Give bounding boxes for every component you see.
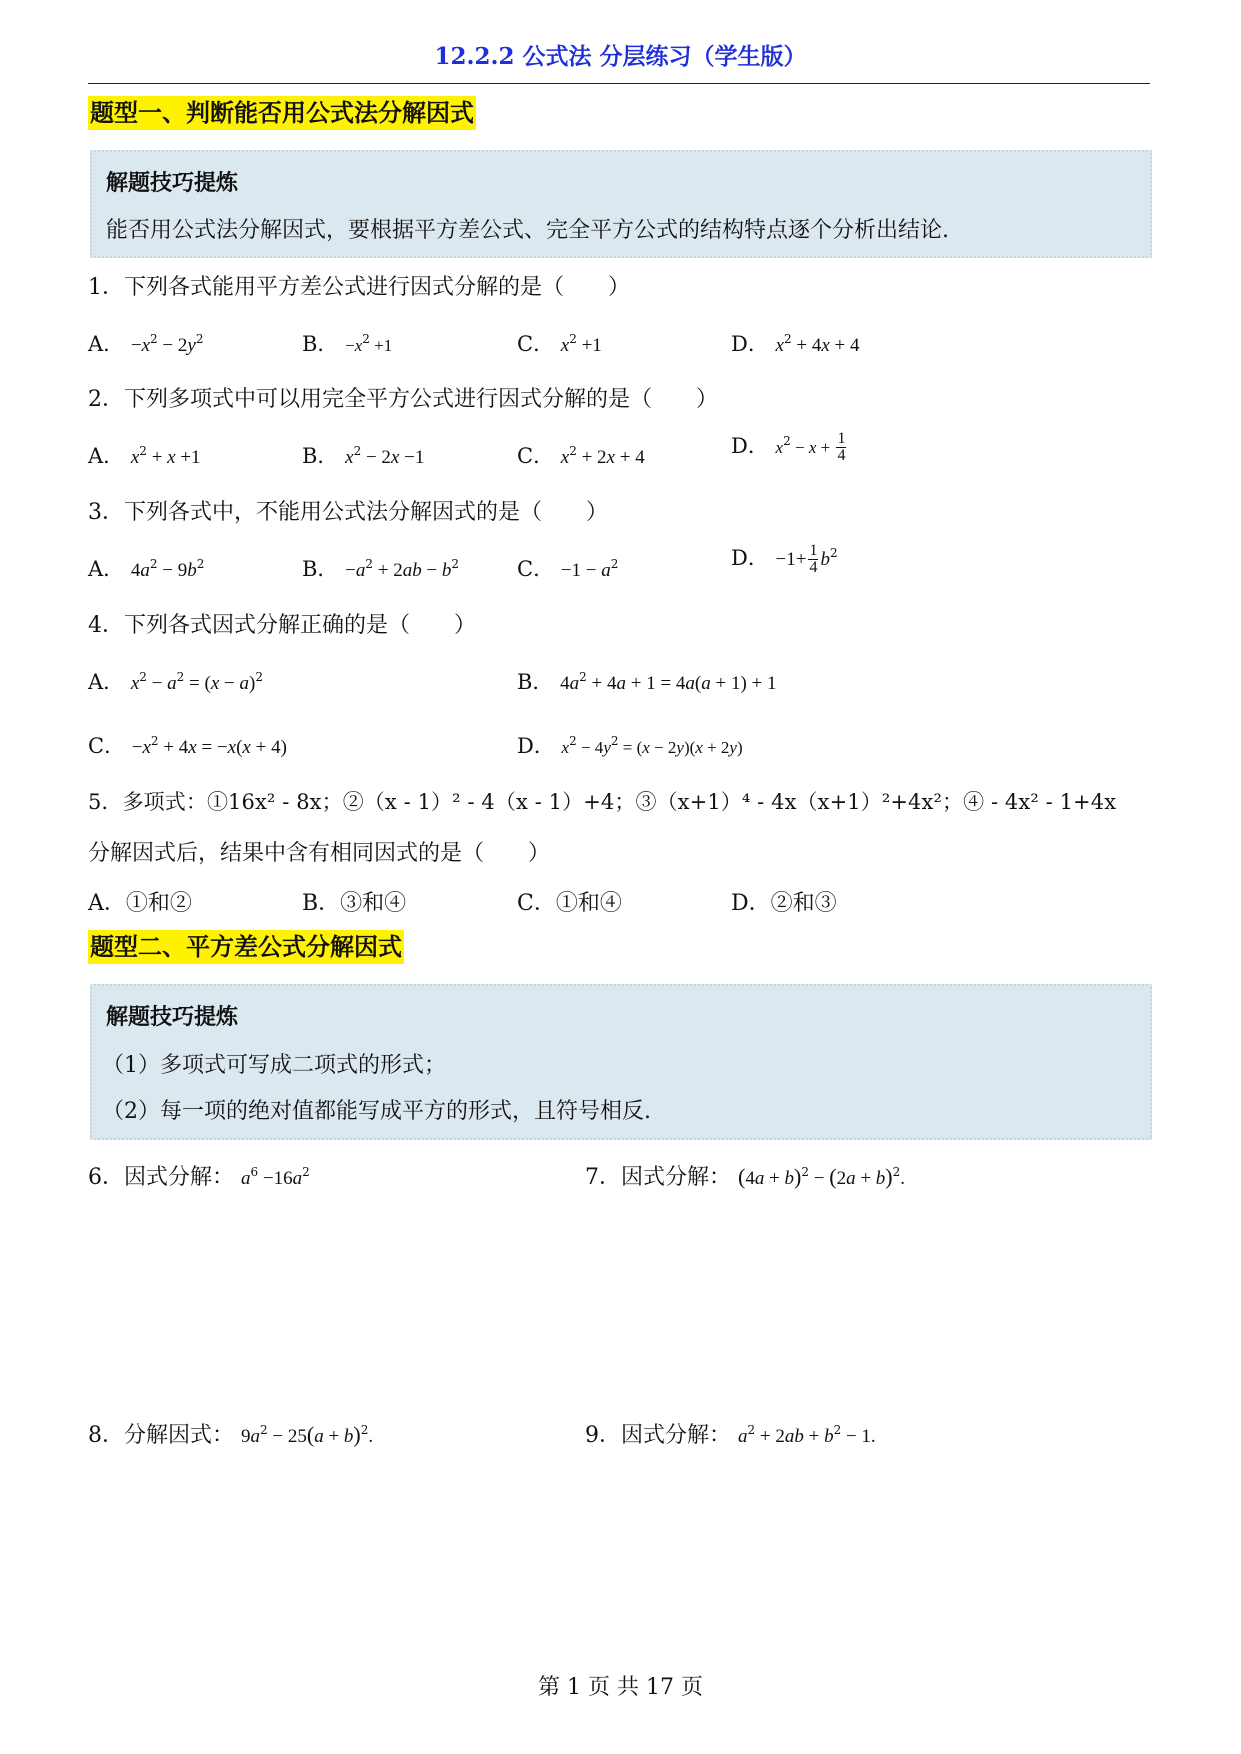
fraction: $\frac{1}{4}$	[837, 430, 846, 464]
header-rule	[88, 83, 1150, 84]
option-label: A．	[88, 670, 125, 694]
option-label: D．	[731, 332, 769, 356]
option-label: D．	[731, 546, 769, 570]
option-label: B．	[302, 332, 339, 356]
section2-tip-line-2: （2）每一项的绝对值都能写成平方的形式，且符号相反.	[102, 1099, 651, 1124]
option-label: B．	[302, 557, 339, 581]
option-label: C．	[517, 332, 555, 356]
question-4-option-a: A． $x^2 - a^2 = (x - a)^2$	[88, 670, 263, 694]
option-label: A．	[88, 557, 125, 581]
problem-6: 6．因式分解： $a^6 -16a^2$	[88, 1165, 310, 1190]
question-5-option-c: C．①和④	[517, 891, 622, 916]
option-label: C．	[88, 734, 126, 758]
question-5-option-a: A．①和②	[88, 891, 192, 916]
problem-7: 7．因式分解： $(4a + b)^2 - (2a + b)^2$.	[585, 1164, 905, 1190]
problem-label: 6．因式分解：	[88, 1165, 234, 1190]
problem-label: 7．因式分解：	[585, 1165, 731, 1190]
question-2-option-a: A． $x^2 + x +1$	[88, 444, 201, 468]
page-title: 12.2.2 公式法 分层练习（学生版）	[434, 43, 807, 70]
question-1-stem: 1．下列各式能用平方差公式进行因式分解的是（ ）	[88, 275, 630, 300]
problem-label: 9．因式分解：	[585, 1423, 731, 1448]
section2-tip-line-1: （1）多项式可写成二项式的形式；	[102, 1053, 446, 1078]
option-label: C．	[517, 557, 555, 581]
question-5-stem-line1: 5．多项式：①16x² - 8x；②（x - 1）² - 4（x - 1）+4；③（x+1）⁴ - 4x（x+1）²+4x²；④ - 4x² - 1+4x	[88, 790, 1117, 814]
page-footer: 第 1 页 共 17 页	[538, 1675, 703, 1700]
question-5-option-d: D．②和③	[731, 891, 837, 916]
question-2-stem: 2．下列多项式中可以用完全平方公式进行因式分解的是（ ）	[88, 387, 718, 412]
question-1-option-d: D． $x^2 + 4x + 4$	[731, 332, 860, 356]
question-2-option-d: D． $x^2 - x$ + $\frac{1}{4}$	[731, 430, 846, 464]
section1-tip-title: 解题技巧提炼	[106, 170, 239, 196]
question-4-option-b: B． $4a^2 + 4a + 1 = 4a(a + 1) + 1$	[517, 670, 777, 694]
question-1-option-c: C． $x^2 +1$	[517, 332, 602, 356]
option-label: A．	[88, 444, 125, 468]
section2-tip-title: 解题技巧提炼	[106, 1004, 239, 1030]
option-label: D．	[517, 734, 555, 758]
option-label: D．	[731, 434, 769, 458]
section1-heading-text: 题型一、判断能否用公式法分解因式	[88, 96, 476, 130]
question-4-option-d: D． $x^2 - 4y^2 = (x - 2y)(x + 2y)$	[517, 734, 743, 758]
question-3-option-c: C． $-1 - a^2$	[517, 557, 619, 581]
question-1-option-a: A． $-x^2 - 2y^2$	[88, 332, 204, 356]
section2-heading	[88, 930, 404, 964]
question-1-option-b: B． $-x^2 +1$	[302, 332, 393, 356]
question-3-option-d: D． −1+ $\frac{1}{4}$ $b^2$	[731, 542, 838, 576]
question-4-stem: 4．下列各式因式分解正确的是（ ）	[88, 613, 476, 638]
problem-9: 9．因式分解： $a^2 + 2ab + b^2 - 1$.	[585, 1423, 876, 1448]
question-4-option-c: C． $-x^2 + 4x = -x(x + 4)$	[88, 734, 287, 758]
question-2-option-b: B． $x^2 - 2x -1$	[302, 444, 425, 468]
option-label: A．	[88, 332, 125, 356]
question-5-stem-line2: 分解因式后，结果中含有相同因式的是（ ）	[88, 841, 551, 866]
question-3-option-b: B． $-a^2 + 2ab - b^2$	[302, 557, 460, 581]
section1-heading	[88, 96, 476, 130]
problem-8: 8．分解因式： $9a^2 - 25(a + b)^2$.	[88, 1422, 374, 1448]
question-2-option-c: C． $x^2 + 2x + 4$	[517, 444, 645, 468]
question-3-stem: 3．下列各式中，不能用公式法分解因式的是（ ）	[88, 500, 608, 525]
problem-label: 8．分解因式：	[88, 1423, 234, 1448]
question-3-option-a: A． $4a^2 - 9b^2$	[88, 557, 205, 581]
option-label: B．	[302, 444, 339, 468]
section1-tip-box	[90, 150, 1152, 258]
option-label: B．	[517, 670, 554, 694]
question-5-option-b: B．③和④	[302, 891, 407, 916]
section2-heading-text: 题型二、平方差公式分解因式	[88, 930, 404, 964]
section2-tip-box	[90, 984, 1152, 1140]
fraction: $\frac{1}{4}$	[809, 542, 818, 576]
option-label: C．	[517, 444, 555, 468]
section1-tip-line: 能否用公式法分解因式，要根据平方差公式、完全平方公式的结构特点逐个分析出结论.	[106, 218, 949, 243]
